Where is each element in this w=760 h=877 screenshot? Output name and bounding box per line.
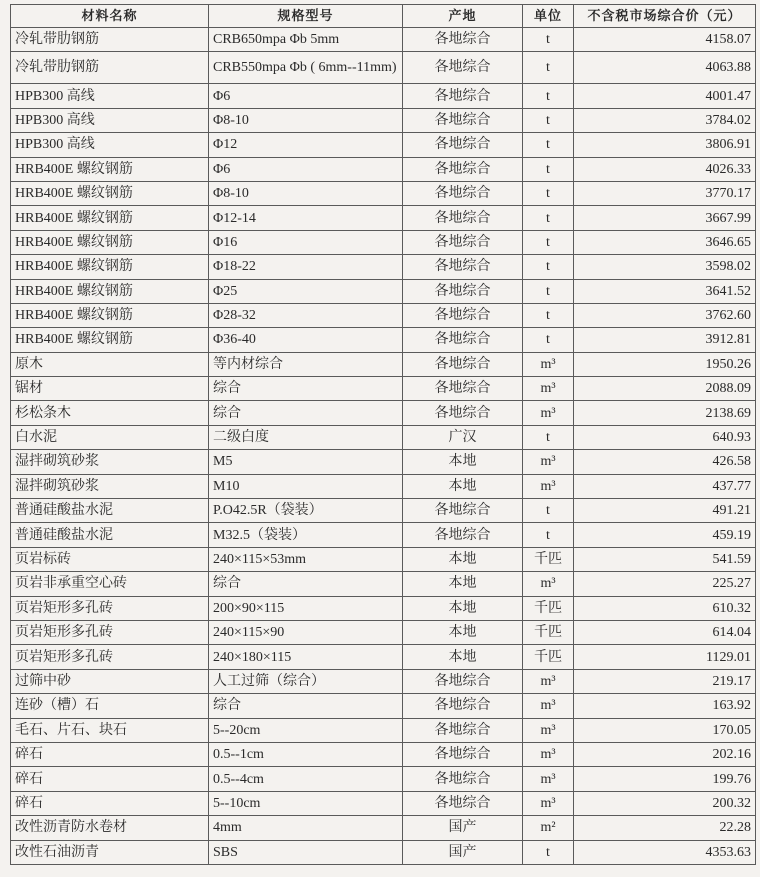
cell-origin: 各地综合 <box>403 669 523 693</box>
cell-origin: 各地综合 <box>403 767 523 791</box>
cell-price: 219.17 <box>574 669 756 693</box>
cell-spec: Φ36-40 <box>209 328 403 352</box>
cell-unit: t <box>523 523 574 547</box>
cell-price: 3598.02 <box>574 255 756 279</box>
cell-material-name: 白水泥 <box>11 425 209 449</box>
cell-price: 3641.52 <box>574 279 756 303</box>
table-row <box>11 669 756 693</box>
cell-price: 163.92 <box>574 694 756 718</box>
cell-unit: 千匹 <box>523 596 574 620</box>
cell-unit: t <box>523 133 574 157</box>
cell-origin: 各地综合 <box>403 206 523 230</box>
header-spec-model: 规格型号 <box>209 5 403 28</box>
cell-unit: m³ <box>523 377 574 401</box>
cell-spec: 二级白度 <box>209 425 403 449</box>
table-row <box>11 620 756 644</box>
material-price-table <box>10 4 756 865</box>
cell-unit: m³ <box>523 694 574 718</box>
cell-price: 426.58 <box>574 450 756 474</box>
table-row <box>11 474 756 498</box>
cell-origin: 本地 <box>403 620 523 644</box>
cell-spec: Φ28-32 <box>209 303 403 327</box>
cell-spec: M5 <box>209 450 403 474</box>
table-row <box>11 181 756 205</box>
cell-unit: 千匹 <box>523 547 574 571</box>
cell-origin: 各地综合 <box>403 742 523 766</box>
cell-unit: t <box>523 425 574 449</box>
cell-unit: t <box>523 206 574 230</box>
cell-material-name: 页岩矩形多孔砖 <box>11 620 209 644</box>
cell-unit: t <box>523 108 574 132</box>
table-row <box>11 230 756 254</box>
cell-material-name: HRB400E 螺纹钢筋 <box>11 328 209 352</box>
cell-price: 199.76 <box>574 767 756 791</box>
cell-spec: M10 <box>209 474 403 498</box>
cell-spec: 200×90×115 <box>209 596 403 620</box>
cell-spec: Φ6 <box>209 84 403 108</box>
cell-material-name: 普通硅酸盐水泥 <box>11 523 209 547</box>
cell-material-name: 冷轧带肋钢筋 <box>11 28 209 52</box>
cell-unit: t <box>523 157 574 181</box>
table-row <box>11 499 756 523</box>
cell-spec: Φ6 <box>209 157 403 181</box>
cell-price: 3762.60 <box>574 303 756 327</box>
cell-material-name: 连砂（槽）石 <box>11 694 209 718</box>
cell-origin: 各地综合 <box>403 52 523 84</box>
cell-origin: 本地 <box>403 645 523 669</box>
cell-material-name: 页岩矩形多孔砖 <box>11 645 209 669</box>
cell-material-name: HPB300 高线 <box>11 108 209 132</box>
table-row <box>11 28 756 52</box>
cell-material-name: HPB300 高线 <box>11 133 209 157</box>
cell-spec: Φ8-10 <box>209 108 403 132</box>
cell-origin: 各地综合 <box>403 352 523 376</box>
cell-price: 437.77 <box>574 474 756 498</box>
cell-material-name: 改性沥青防水卷材 <box>11 816 209 840</box>
cell-price: 3770.17 <box>574 181 756 205</box>
cell-unit: m³ <box>523 742 574 766</box>
cell-spec: 5--10cm <box>209 791 403 815</box>
cell-material-name: 冷轧带肋钢筋 <box>11 52 209 84</box>
table-row <box>11 547 756 571</box>
cell-material-name: 页岩标砖 <box>11 547 209 571</box>
cell-unit: m³ <box>523 450 574 474</box>
cell-unit: m³ <box>523 669 574 693</box>
cell-spec: 等内材综合 <box>209 352 403 376</box>
cell-price: 610.32 <box>574 596 756 620</box>
cell-material-name: 碎石 <box>11 767 209 791</box>
table-row <box>11 718 756 742</box>
cell-price: 22.28 <box>574 816 756 840</box>
table-row <box>11 157 756 181</box>
cell-origin: 各地综合 <box>403 791 523 815</box>
cell-unit: m³ <box>523 352 574 376</box>
cell-origin: 各地综合 <box>403 133 523 157</box>
cell-price: 4158.07 <box>574 28 756 52</box>
cell-origin: 各地综合 <box>403 279 523 303</box>
cell-spec: 综合 <box>209 401 403 425</box>
header-origin: 产地 <box>403 5 523 28</box>
cell-price: 3806.91 <box>574 133 756 157</box>
table-row <box>11 840 756 864</box>
cell-origin: 各地综合 <box>403 230 523 254</box>
cell-material-name: 改性石油沥青 <box>11 840 209 864</box>
cell-origin: 各地综合 <box>403 523 523 547</box>
cell-price: 225.27 <box>574 572 756 596</box>
cell-price: 491.21 <box>574 499 756 523</box>
cell-spec: 4mm <box>209 816 403 840</box>
table-row <box>11 133 756 157</box>
cell-material-name: 碎石 <box>11 791 209 815</box>
cell-spec: 综合 <box>209 694 403 718</box>
cell-unit: t <box>523 52 574 84</box>
cell-unit: t <box>523 181 574 205</box>
cell-unit: t <box>523 230 574 254</box>
table-row <box>11 425 756 449</box>
cell-origin: 各地综合 <box>403 303 523 327</box>
cell-origin: 本地 <box>403 596 523 620</box>
cell-material-name: 过筛中砂 <box>11 669 209 693</box>
table-row <box>11 645 756 669</box>
cell-spec: 240×180×115 <box>209 645 403 669</box>
table-row <box>11 328 756 352</box>
cell-unit: t <box>523 255 574 279</box>
cell-origin: 各地综合 <box>403 694 523 718</box>
table-row <box>11 255 756 279</box>
cell-material-name: 湿拌砌筑砂浆 <box>11 450 209 474</box>
cell-spec: 5--20cm <box>209 718 403 742</box>
cell-material-name: 碎石 <box>11 742 209 766</box>
cell-unit: m³ <box>523 401 574 425</box>
cell-unit: 千匹 <box>523 645 574 669</box>
header-row <box>11 5 756 28</box>
table-row <box>11 742 756 766</box>
cell-spec: Φ16 <box>209 230 403 254</box>
cell-origin: 各地综合 <box>403 401 523 425</box>
cell-origin: 各地综合 <box>403 108 523 132</box>
cell-price: 4026.33 <box>574 157 756 181</box>
cell-unit: 千匹 <box>523 620 574 644</box>
cell-origin: 本地 <box>403 450 523 474</box>
cell-spec: Φ18-22 <box>209 255 403 279</box>
cell-material-name: 页岩非承重空心砖 <box>11 572 209 596</box>
cell-price: 2138.69 <box>574 401 756 425</box>
cell-material-name: HRB400E 螺纹钢筋 <box>11 181 209 205</box>
cell-unit: t <box>523 499 574 523</box>
cell-unit: m³ <box>523 791 574 815</box>
cell-spec: CRB650mpa Φb 5mm <box>209 28 403 52</box>
cell-origin: 国产 <box>403 816 523 840</box>
cell-material-name: 湿拌砌筑砂浆 <box>11 474 209 498</box>
cell-origin: 各地综合 <box>403 718 523 742</box>
cell-price: 3667.99 <box>574 206 756 230</box>
cell-spec: 综合 <box>209 377 403 401</box>
cell-spec: 综合 <box>209 572 403 596</box>
table-row <box>11 450 756 474</box>
cell-material-name: HRB400E 螺纹钢筋 <box>11 303 209 327</box>
cell-price: 4063.88 <box>574 52 756 84</box>
cell-price: 3912.81 <box>574 328 756 352</box>
cell-unit: t <box>523 84 574 108</box>
table-row <box>11 303 756 327</box>
cell-price: 4001.47 <box>574 84 756 108</box>
table-row <box>11 279 756 303</box>
cell-price: 170.05 <box>574 718 756 742</box>
cell-spec: CRB550mpa Φb ( 6mm--11mm) <box>209 52 403 84</box>
cell-price: 2088.09 <box>574 377 756 401</box>
cell-unit: m³ <box>523 718 574 742</box>
table-row <box>11 791 756 815</box>
table-row <box>11 108 756 132</box>
cell-spec: 240×115×90 <box>209 620 403 644</box>
table-row <box>11 377 756 401</box>
cell-unit: t <box>523 279 574 303</box>
cell-price: 614.04 <box>574 620 756 644</box>
table-row <box>11 767 756 791</box>
cell-unit: t <box>523 303 574 327</box>
cell-origin: 本地 <box>403 547 523 571</box>
cell-spec: Φ12 <box>209 133 403 157</box>
table-row <box>11 816 756 840</box>
cell-material-name: HRB400E 螺纹钢筋 <box>11 255 209 279</box>
header-material-name: 材料名称 <box>11 5 209 28</box>
cell-spec: SBS <box>209 840 403 864</box>
cell-unit: m³ <box>523 572 574 596</box>
cell-material-name: 原木 <box>11 352 209 376</box>
cell-origin: 各地综合 <box>403 328 523 352</box>
table-header <box>11 5 756 28</box>
cell-material-name: HRB400E 螺纹钢筋 <box>11 230 209 254</box>
table-row <box>11 523 756 547</box>
cell-price: 640.93 <box>574 425 756 449</box>
cell-origin: 各地综合 <box>403 181 523 205</box>
cell-spec: M32.5（袋装） <box>209 523 403 547</box>
header-unit: 单位 <box>523 5 574 28</box>
header-price: 不含税市场综合价（元） <box>574 5 756 28</box>
cell-material-name: HPB300 高线 <box>11 84 209 108</box>
table-body <box>11 28 756 865</box>
cell-origin: 各地综合 <box>403 157 523 181</box>
cell-price: 200.32 <box>574 791 756 815</box>
cell-material-name: 页岩矩形多孔砖 <box>11 596 209 620</box>
table-row <box>11 596 756 620</box>
table-row <box>11 352 756 376</box>
cell-price: 1129.01 <box>574 645 756 669</box>
cell-origin: 各地综合 <box>403 377 523 401</box>
cell-origin: 各地综合 <box>403 84 523 108</box>
cell-spec: Φ8-10 <box>209 181 403 205</box>
table-row <box>11 401 756 425</box>
cell-unit: m³ <box>523 767 574 791</box>
cell-origin: 各地综合 <box>403 28 523 52</box>
cell-price: 3784.02 <box>574 108 756 132</box>
cell-material-name: HRB400E 螺纹钢筋 <box>11 157 209 181</box>
table-row <box>11 694 756 718</box>
table-row <box>11 206 756 230</box>
cell-origin: 本地 <box>403 572 523 596</box>
cell-spec: 0.5--1cm <box>209 742 403 766</box>
cell-origin: 本地 <box>403 474 523 498</box>
cell-price: 202.16 <box>574 742 756 766</box>
cell-material-name: HRB400E 螺纹钢筋 <box>11 279 209 303</box>
cell-material-name: 普通硅酸盐水泥 <box>11 499 209 523</box>
table-row <box>11 52 756 84</box>
cell-unit: m³ <box>523 474 574 498</box>
cell-spec: 人工过筛（综合） <box>209 669 403 693</box>
cell-unit: m² <box>523 816 574 840</box>
cell-unit: t <box>523 840 574 864</box>
cell-origin: 广汉 <box>403 425 523 449</box>
cell-material-name: 毛石、片石、块石 <box>11 718 209 742</box>
cell-unit: t <box>523 328 574 352</box>
table-row <box>11 84 756 108</box>
cell-spec: P.O42.5R（袋装） <box>209 499 403 523</box>
table-row <box>11 572 756 596</box>
cell-spec: 240×115×53mm <box>209 547 403 571</box>
cell-origin: 各地综合 <box>403 255 523 279</box>
cell-spec: 0.5--4cm <box>209 767 403 791</box>
cell-price: 541.59 <box>574 547 756 571</box>
cell-price: 3646.65 <box>574 230 756 254</box>
cell-material-name: 锯材 <box>11 377 209 401</box>
cell-origin: 各地综合 <box>403 499 523 523</box>
cell-price: 1950.26 <box>574 352 756 376</box>
cell-origin: 国产 <box>403 840 523 864</box>
cell-material-name: 杉松条木 <box>11 401 209 425</box>
cell-material-name: HRB400E 螺纹钢筋 <box>11 206 209 230</box>
cell-spec: Φ12-14 <box>209 206 403 230</box>
cell-price: 4353.63 <box>574 840 756 864</box>
cell-unit: t <box>523 28 574 52</box>
cell-price: 459.19 <box>574 523 756 547</box>
cell-spec: Φ25 <box>209 279 403 303</box>
